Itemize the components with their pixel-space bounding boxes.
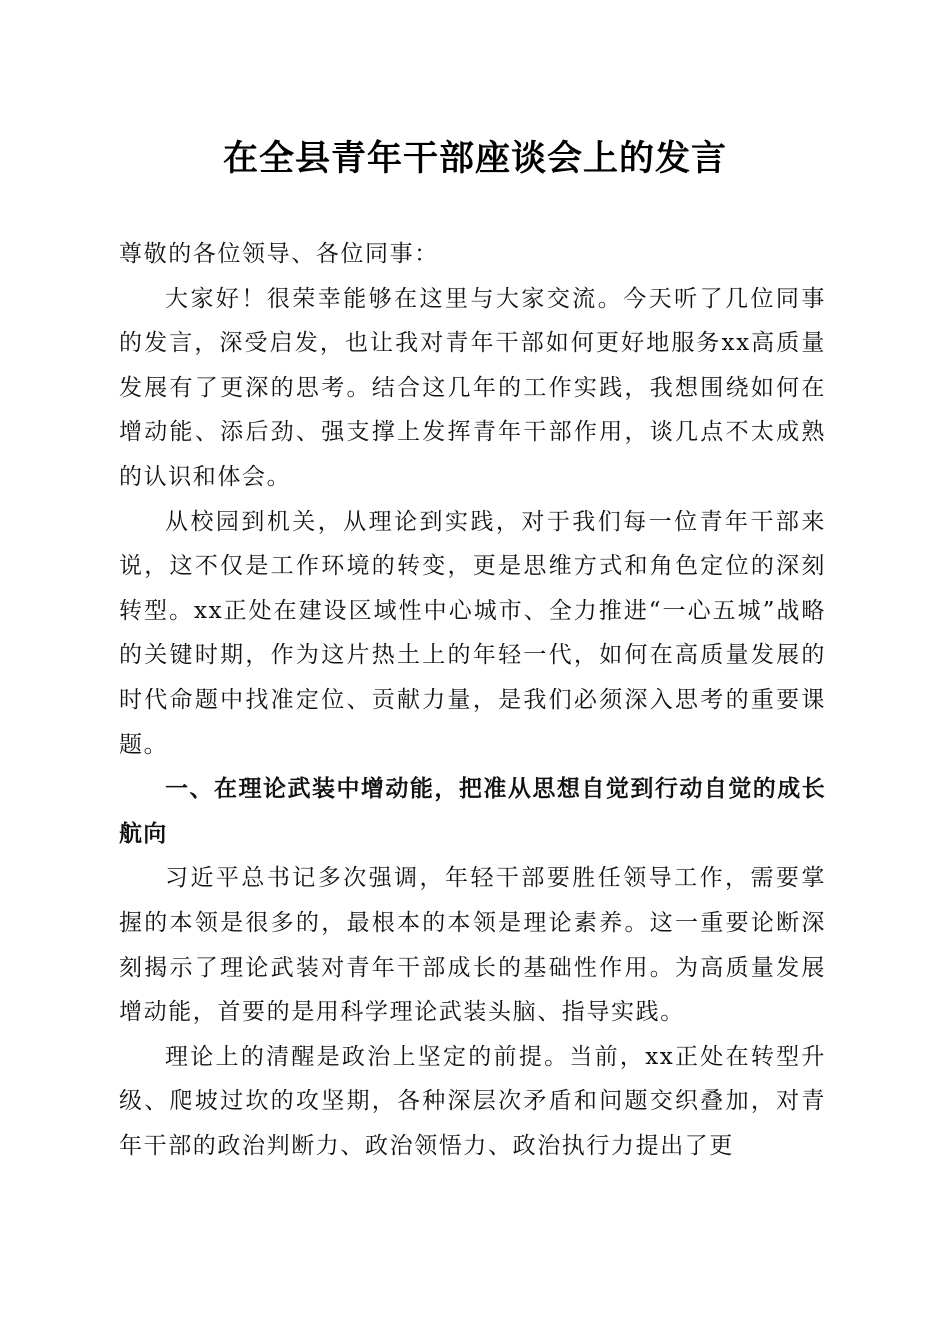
- salutation: 尊敬的各位领导、各位同事：: [119, 241, 439, 267]
- document-body: [119, 232, 826, 1168]
- paragraph-context: 从校园到机关，从理论到实践，对于我们每一位青年干部来说，这不仅是工作环境的转变，更是思维方式和角色定位的深刻转型。xx正处在建设区域性中心城市、全力推进“一心五城”战略的关键时期，作为这片热土上的年轻一代，如何在高质量发展的时代命题中找准定位、贡献力量，是我们必须深入思考的重要课题。: [119, 508, 826, 758]
- section-heading: 一、在理论武装中增动能，把准从思想自觉到行动自觉的成长航向: [119, 776, 826, 847]
- section-paragraph-1: 习近平总书记多次强调，年轻干部要胜任领导工作，需要掌握的本领是很多的，最根本的本领是理论素养。这一重要论断深刻揭示了理论武装对青年干部成长的基础性作用。为高质量发展增动能，首要的是用科学理论武装头脑、指导实践。: [119, 865, 826, 1026]
- document-title: 在全县青年干部座谈会上的发言: [222, 138, 727, 179]
- paragraph-intro: 大家好！很荣幸能够在这里与大家交流。今天听了几位同事的发言，深受启发，也让我对青年干部如何更好地服务xx高质量发展有了更深的思考。结合这几年的工作实践，我想围绕如何在增动能、添后劲、强支撑上发挥青年干部作用，谈几点不太成熟的认识和体会。: [119, 285, 826, 490]
- section-paragraph-2: 理论上的清醒是政治上坚定的前提。当前，xx正处在转型升级、爬坡过坎的攻坚期，各种深层次矛盾和问题交织叠加，对青年干部的政治判断力、政治领悟力、政治执行力提出了更: [119, 1043, 826, 1159]
